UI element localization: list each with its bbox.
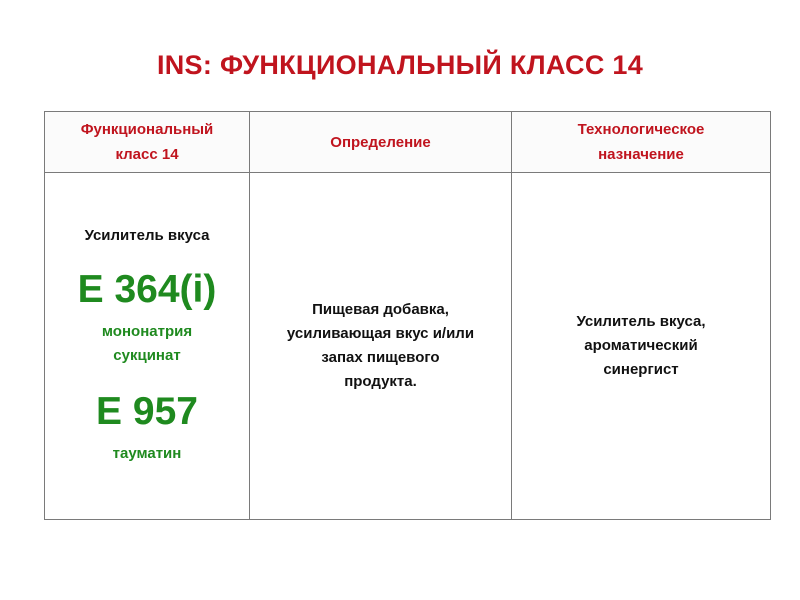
definition-line: продукта. xyxy=(344,373,417,390)
slide-title: INS: ФУНКЦИОНАЛЬНЫЙ КЛАСС 14 xyxy=(156,50,644,80)
header-functional-class-line2: класс 14 xyxy=(115,146,179,163)
additive-code-e957: E 957 xyxy=(96,389,198,433)
table-row xyxy=(45,173,771,520)
header-functional-class xyxy=(45,112,250,173)
header-purpose xyxy=(512,112,771,173)
header-definition-label: Определение xyxy=(330,133,431,151)
class-cell xyxy=(45,173,250,520)
definition-line: запах пищевого xyxy=(321,349,440,366)
header-functional-class-line1: Функциональный xyxy=(80,121,214,138)
definition-line: Пищевая добавка, xyxy=(312,301,449,318)
purpose-line: Усилитель вкуса, xyxy=(576,313,706,330)
class-label: Усилитель вкуса xyxy=(84,226,210,244)
header-purpose-line1: Технологическое xyxy=(577,121,705,138)
additive-name-e364-line1: мононатрия xyxy=(101,322,193,340)
definition-line: усиливающая вкус и/или xyxy=(286,325,475,342)
purpose-line: синергист xyxy=(603,361,679,378)
header-definition xyxy=(250,112,512,173)
additive-name-e957: тауматин xyxy=(112,444,182,462)
additive-code-e364: E 364(i) xyxy=(77,267,217,311)
table-header-row xyxy=(45,112,771,173)
purpose-cell xyxy=(512,173,771,520)
header-purpose-line2: назначение xyxy=(598,146,684,163)
functional-class-table xyxy=(44,111,771,520)
definition-cell xyxy=(250,173,512,520)
purpose-line: ароматический xyxy=(584,337,698,354)
definition-text xyxy=(250,298,511,394)
additive-name-e364-line2: сукцинат xyxy=(113,346,181,364)
purpose-text xyxy=(512,310,770,382)
